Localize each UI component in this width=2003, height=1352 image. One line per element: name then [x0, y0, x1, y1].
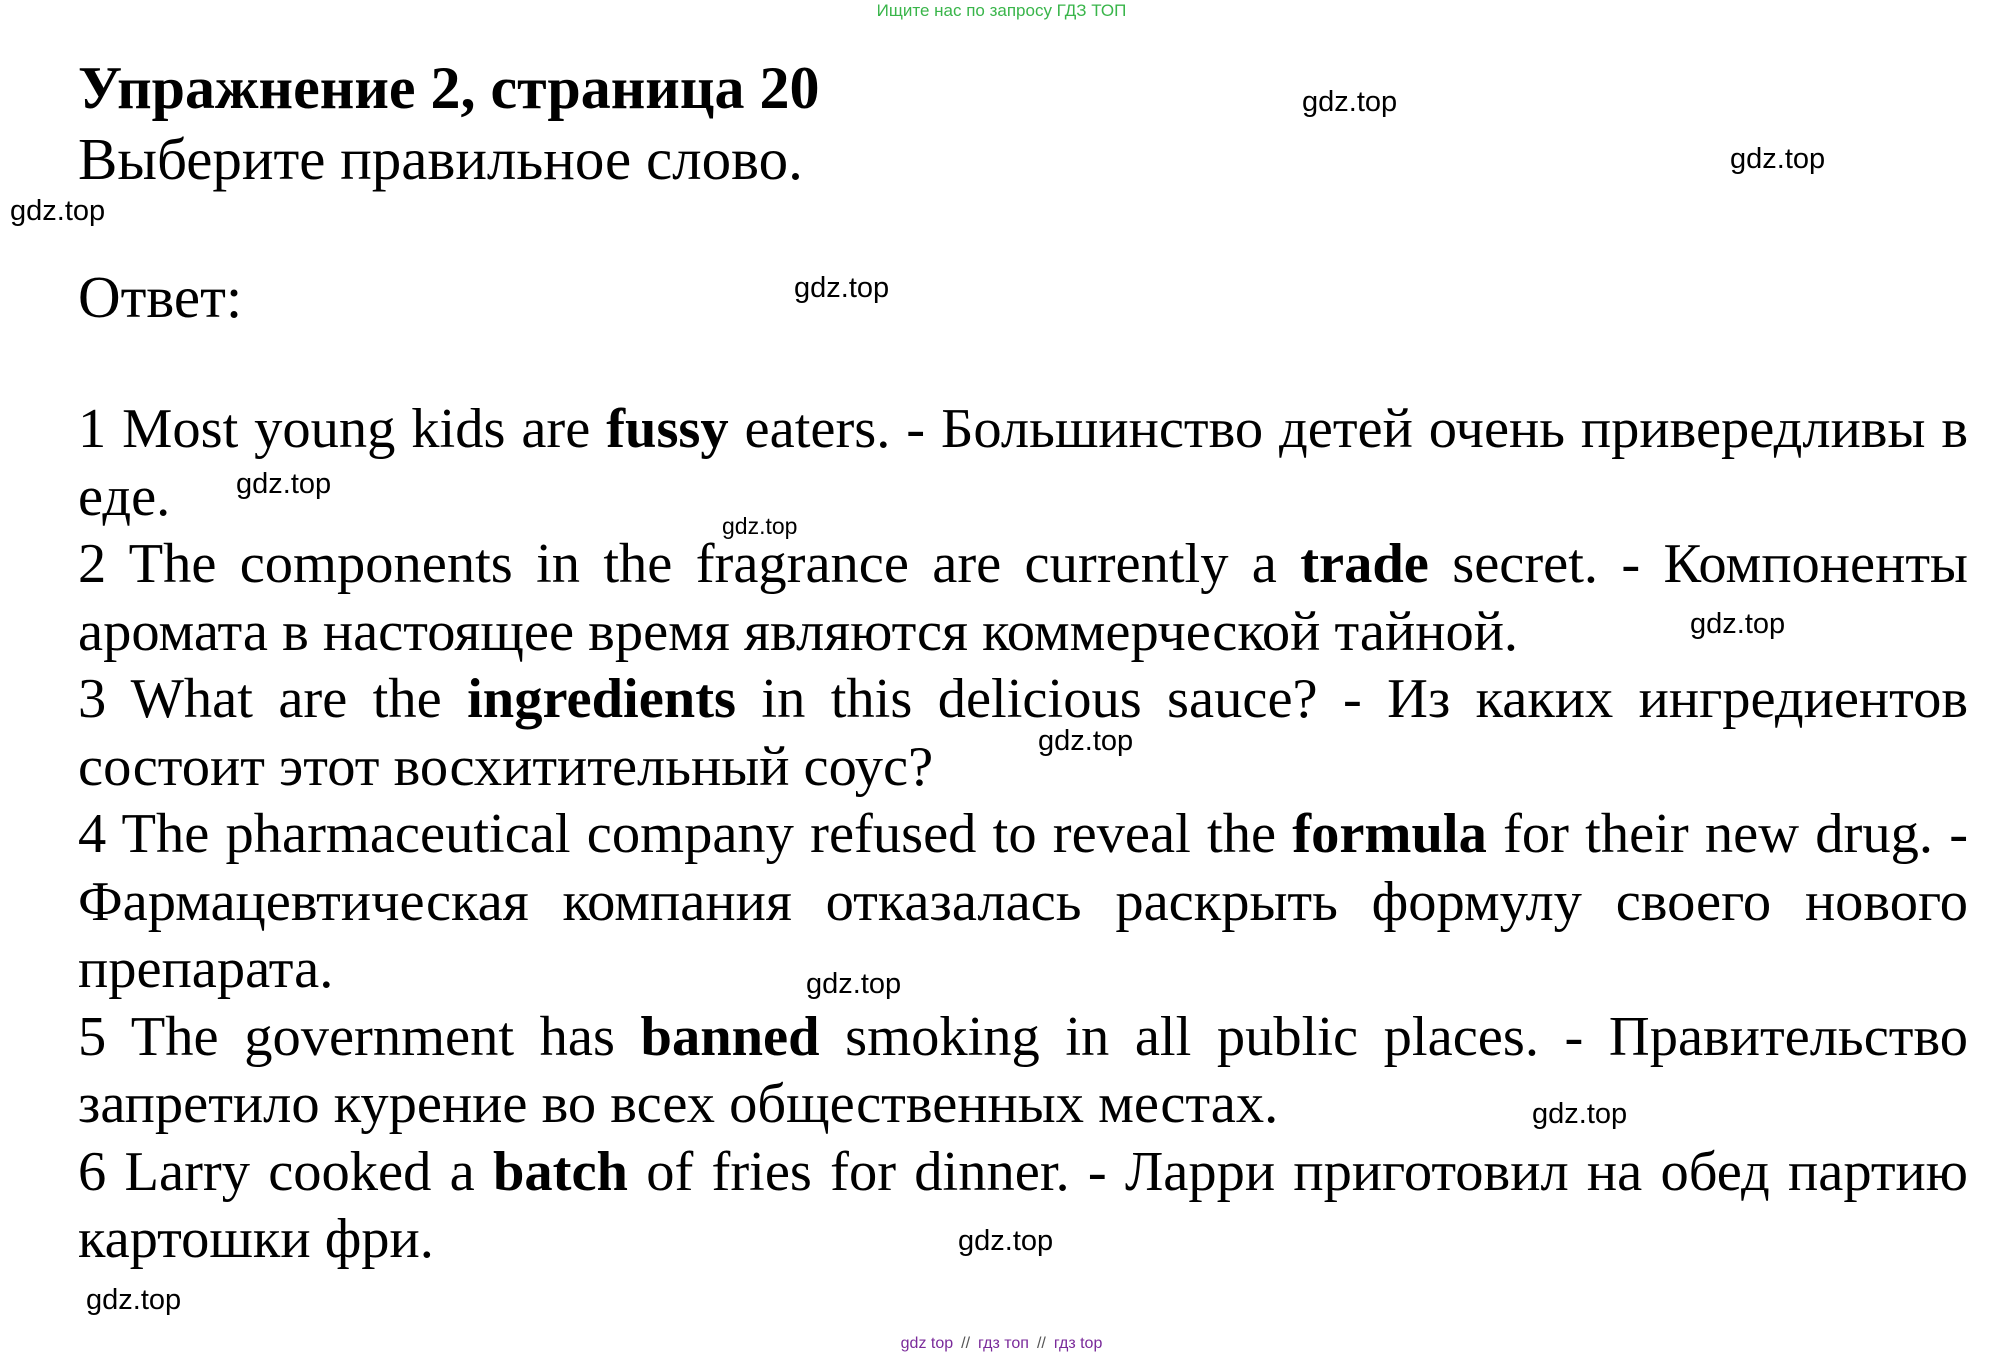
- page-title: Упражнение 2, страница 20: [78, 55, 820, 121]
- footer-separator: //: [1036, 1335, 1046, 1352]
- answer-word: fussy: [606, 398, 729, 460]
- answer-text-before: The components in the fragrance are currently a: [128, 533, 1277, 595]
- watermark: gdz.top: [1038, 725, 1134, 757]
- answer-word: batch: [492, 1140, 628, 1203]
- answer-label: Ответ:: [78, 264, 243, 330]
- answer-number: 2: [78, 533, 107, 595]
- watermark: gdz.top: [236, 468, 332, 500]
- watermark: gdz.top: [794, 272, 890, 304]
- watermark: gdz.top: [1302, 86, 1398, 118]
- watermark: gdz.top: [1532, 1098, 1628, 1130]
- answer-text-before: The pharmaceutical company refused to reveal the: [121, 803, 1277, 865]
- watermark: gdz.top: [806, 968, 902, 1000]
- watermark: gdz.top: [958, 1225, 1054, 1257]
- answer-text-after: eaters. - Большинство детей очень привередливы в еде.: [78, 398, 1968, 528]
- answer-number: 1: [78, 398, 107, 460]
- footer-separator: //: [961, 1335, 971, 1352]
- footer-link[interactable]: гдз топ: [978, 1335, 1029, 1352]
- answer-number: 3: [78, 668, 107, 730]
- answer-number: 5: [78, 1005, 107, 1068]
- task-text: Выберите правильное слово.: [78, 126, 803, 192]
- answer-text-after: of fries for dinner. - Ларри приготовил на обед партию картошки фри.: [78, 1140, 1968, 1270]
- footer-links: [0, 1336, 2003, 1352]
- answer-word: ingredients: [467, 668, 737, 730]
- answer-text-before: What are the: [130, 668, 442, 730]
- answer-text-before: Most young kids are: [122, 398, 591, 460]
- answer-text-after: secret. - Компоненты аромата в настоящее время являются коммерческой тайной.: [78, 533, 1969, 663]
- answer-word: banned: [640, 1005, 820, 1068]
- answer-number: 6: [78, 1140, 107, 1203]
- answer-text-after: smoking in all public places. - Правительство запретило курение во всех общественных местах.: [78, 1005, 1969, 1135]
- answer-word: trade: [1300, 533, 1429, 595]
- answer-item-5: [78, 1004, 1968, 1139]
- answer-item-1: [78, 396, 1968, 531]
- answer-text-after: for their new drug. - Фармацевтическая компания отказалась раскрыть формулу своего нового препарата.: [78, 803, 1969, 1000]
- watermark: gdz.top: [1690, 608, 1786, 640]
- watermark: gdz.top: [722, 513, 798, 539]
- answer-text-before: The government has: [130, 1005, 615, 1068]
- answer-word: formula: [1292, 803, 1487, 865]
- watermark: gdz.top: [1730, 143, 1826, 175]
- header-note: Ищите нас по запросу ГДЗ ТОП: [876, 1, 1127, 20]
- answer-text-before: Larry cooked a: [124, 1140, 475, 1203]
- answer-item-2: [78, 531, 1968, 666]
- answer-number: 4: [78, 803, 107, 865]
- watermark: gdz.top: [86, 1284, 182, 1316]
- answer-item-4: [78, 801, 1968, 1004]
- footer-link[interactable]: gdz top: [900, 1335, 954, 1352]
- watermark: gdz.top: [10, 195, 106, 227]
- answer-item-3: [78, 666, 1968, 801]
- answer-text-after: in this delicious sauce? - Из каких ингредиентов состоит этот восхитительный соус?: [78, 668, 1969, 798]
- footer-link[interactable]: гдз top: [1053, 1335, 1103, 1352]
- answer-list: [78, 396, 1968, 1274]
